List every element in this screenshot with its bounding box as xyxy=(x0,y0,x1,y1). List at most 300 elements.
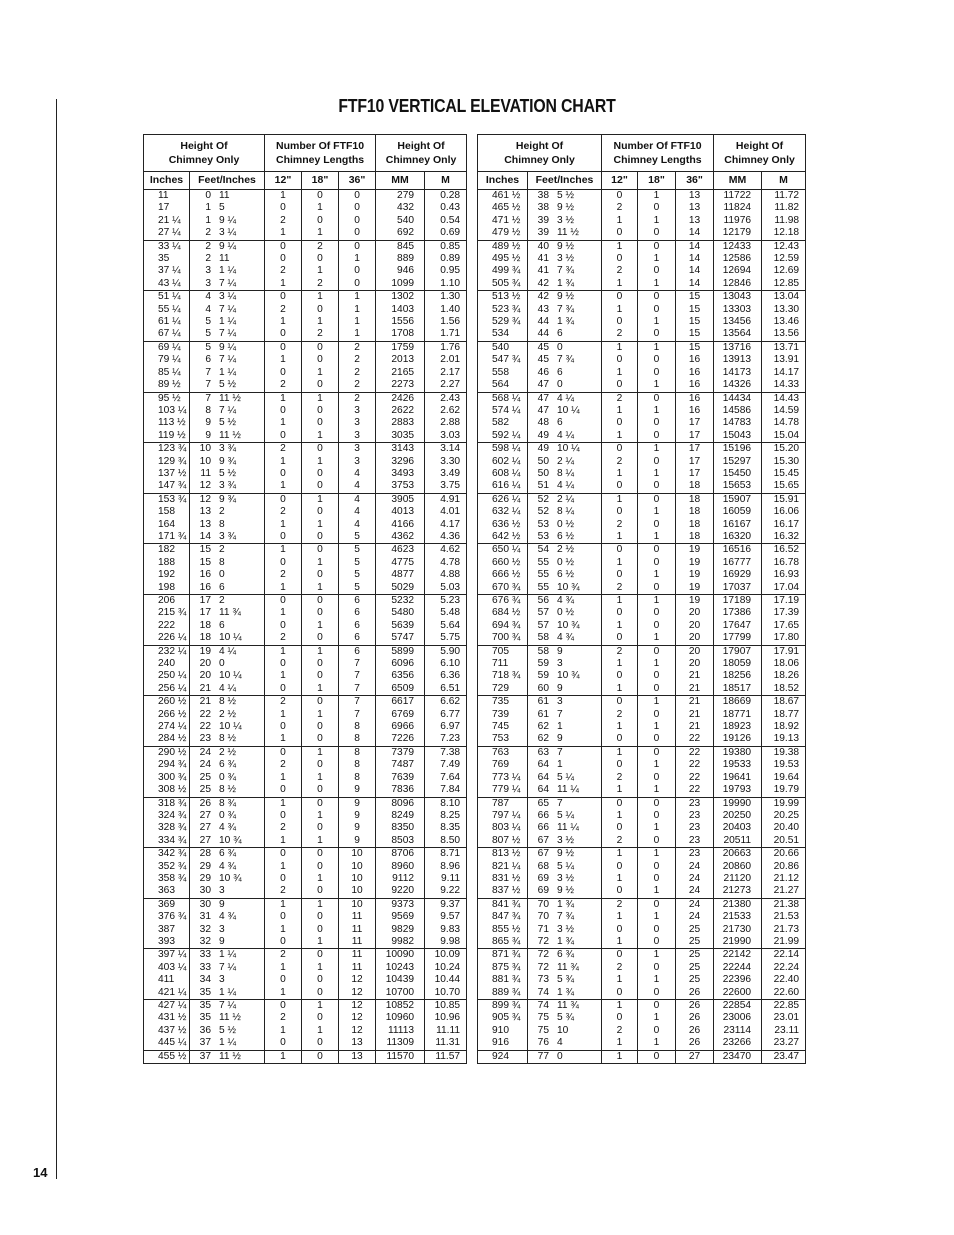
cell-12in: 0 xyxy=(602,1012,638,1024)
cell-feet: 70 xyxy=(537,911,549,923)
cell-feet-inches xyxy=(528,1000,602,1013)
cell-inches: 324 ¾ xyxy=(144,810,190,822)
table-row xyxy=(144,582,467,595)
cell-mm: 2013 xyxy=(376,354,425,366)
cell-36in: 17 xyxy=(676,417,714,429)
cell-inch-part: 10 ¼ xyxy=(557,443,580,455)
cell-12in: 2 xyxy=(602,772,638,784)
cell-12in: 2 xyxy=(602,835,638,848)
cell-feet-inches xyxy=(528,962,602,974)
cell-inch-part: 11 ¾ xyxy=(557,1000,579,1011)
cell-18in: 0 xyxy=(302,379,339,392)
cell-feet: 13 xyxy=(199,518,211,530)
table-row xyxy=(478,683,806,696)
cell-36in: 8 xyxy=(339,721,376,733)
cell-m: 13.91 xyxy=(762,354,806,366)
cell-inch-part: 3 xyxy=(219,974,225,986)
cell-36in: 6 xyxy=(339,620,376,632)
cell-inches: 300 ¾ xyxy=(144,772,190,784)
cell-feet: 12 xyxy=(199,480,211,492)
cell-feet: 25 xyxy=(199,784,211,796)
cell-36in: 20 xyxy=(676,620,714,632)
header-m: M xyxy=(762,172,806,190)
cell-inches: 773 ¼ xyxy=(478,772,528,784)
cell-m: 8.10 xyxy=(425,797,467,810)
cell-m: 12.18 xyxy=(762,227,806,240)
cell-m: 5.48 xyxy=(425,607,467,619)
header-36in: 36" xyxy=(676,172,714,190)
cell-m: 15.04 xyxy=(762,430,806,443)
cell-mm: 4623 xyxy=(376,544,425,557)
cell-mm: 22244 xyxy=(714,962,762,974)
cell-inches: 43 ¼ xyxy=(144,278,190,291)
cell-18in: 0 xyxy=(302,924,339,936)
cell-12in: 1 xyxy=(265,607,302,619)
cell-feet-inches xyxy=(190,658,265,670)
cell-inches: 250 ¼ xyxy=(144,670,190,682)
cell-feet: 35 xyxy=(199,1012,211,1024)
cell-36in: 9 xyxy=(339,797,376,810)
cell-inches: 33 ¼ xyxy=(144,240,190,253)
cell-36in: 20 xyxy=(676,658,714,670)
cell-inches: 592 ¼ xyxy=(478,430,528,443)
cell-12in: 2 xyxy=(602,519,638,531)
cell-m: 1.76 xyxy=(425,341,467,354)
cell-36in: 15 xyxy=(676,291,714,304)
cell-36in: 3 xyxy=(339,405,376,417)
cell-inch-part: 3 ¾ xyxy=(219,443,236,455)
cell-feet-inches xyxy=(190,848,265,861)
cell-18in: 0 xyxy=(302,253,339,265)
cell-mm: 5029 xyxy=(376,582,425,595)
cell-36in: 18 xyxy=(676,480,714,493)
cell-18in: 1 xyxy=(638,822,676,834)
cell-mm: 11309 xyxy=(376,1037,425,1050)
table-row xyxy=(478,480,806,493)
cell-inches: 821 ¼ xyxy=(478,861,528,873)
cell-feet-inches xyxy=(528,1012,602,1024)
table-row xyxy=(478,709,806,721)
cell-inch-part: 4 ¼ xyxy=(557,480,574,492)
cell-feet: 29 xyxy=(199,872,211,884)
cell-12in: 1 xyxy=(602,810,638,822)
cell-inch-part: 9 ½ xyxy=(557,885,574,897)
cell-m: 3.30 xyxy=(425,456,467,468)
cell-feet: 20 xyxy=(199,670,211,682)
cell-m: 19.99 xyxy=(762,797,806,810)
cell-feet: 42 xyxy=(537,291,549,303)
cell-12in: 0 xyxy=(602,733,638,746)
cell-36in: 12 xyxy=(339,974,376,986)
cell-12in: 0 xyxy=(602,670,638,682)
cell-18in: 1 xyxy=(638,885,676,898)
cell-inch-part: 0 ¾ xyxy=(219,809,236,821)
cell-inches: 889 ¾ xyxy=(478,987,528,1000)
cell-36in: 0 xyxy=(339,227,376,240)
cell-mm: 13303 xyxy=(714,304,762,316)
cell-feet-inches xyxy=(528,392,602,405)
cell-mm: 22142 xyxy=(714,949,762,962)
cell-inches: 147 ¾ xyxy=(144,480,190,493)
cell-feet-inches xyxy=(528,493,602,506)
cell-feet-inches xyxy=(190,1037,265,1050)
cell-18in: 0 xyxy=(638,873,676,885)
cell-12in: 0 xyxy=(265,595,302,608)
cell-12in: 0 xyxy=(265,367,302,379)
cell-mm: 3493 xyxy=(376,468,425,480)
table-row xyxy=(478,772,806,784)
cell-18in: 0 xyxy=(302,304,339,316)
cell-18in: 0 xyxy=(302,215,339,227)
cell-mm: 14434 xyxy=(714,392,762,405)
cell-12in: 1 xyxy=(602,1050,638,1063)
cell-inches: 499 ¾ xyxy=(478,265,528,277)
cell-inches: 797 ¼ xyxy=(478,810,528,822)
cell-feet: 74 xyxy=(537,986,549,998)
cell-18in: 2 xyxy=(302,328,339,341)
cell-inch-part: 7 ¼ xyxy=(219,404,236,416)
cell-inch-part: 9 xyxy=(557,733,563,745)
cell-feet-inches xyxy=(528,670,602,682)
cell-feet-inches xyxy=(528,253,602,265)
cell-36in: 14 xyxy=(676,278,714,291)
table-row xyxy=(478,746,806,759)
cell-feet: 21 xyxy=(199,682,211,694)
cell-feet-inches xyxy=(190,493,265,506)
cell-12in: 1 xyxy=(265,709,302,721)
cell-18in: 0 xyxy=(302,848,339,861)
cell-feet: 47 xyxy=(537,379,549,391)
cell-mm: 10960 xyxy=(376,1012,425,1024)
cell-12in: 0 xyxy=(602,379,638,392)
cell-inch-part: 2 ½ xyxy=(219,708,236,720)
cell-12in: 0 xyxy=(265,721,302,733)
cell-feet-inches xyxy=(528,354,602,366)
cell-inch-part: 1 ¼ xyxy=(219,366,236,378)
cell-inches: 240 xyxy=(144,658,190,670)
cell-36in: 17 xyxy=(676,443,714,456)
cell-m: 16.17 xyxy=(762,519,806,531)
cell-18in: 2 xyxy=(302,278,339,291)
cell-36in: 1 xyxy=(339,291,376,304)
header-36in: 36" xyxy=(339,172,376,190)
cell-inches: 807 ½ xyxy=(478,835,528,848)
cell-18in: 0 xyxy=(302,861,339,873)
cell-inch-part: 2 xyxy=(219,544,225,556)
cell-36in: 26 xyxy=(676,1037,714,1050)
cell-12in: 1 xyxy=(602,595,638,608)
cell-inches: 598 ¼ xyxy=(478,443,528,456)
cell-12in: 1 xyxy=(602,493,638,506)
cell-inch-part: 3 ¾ xyxy=(219,480,236,492)
cell-inch-part: 8 ¼ xyxy=(557,506,574,518)
cell-feet-inches xyxy=(528,1025,602,1037)
cell-m: 20.40 xyxy=(762,822,806,834)
cell-feet-inches xyxy=(190,822,265,834)
cell-feet: 69 xyxy=(537,872,549,884)
table-row xyxy=(144,949,467,962)
cell-mm: 22854 xyxy=(714,1000,762,1013)
cell-inch-part: 1 ¼ xyxy=(219,1037,236,1049)
table-row xyxy=(144,721,467,733)
cell-12in: 0 xyxy=(602,291,638,304)
cell-m: 16.32 xyxy=(762,531,806,544)
cell-18in: 0 xyxy=(638,607,676,619)
cell-feet: 62 xyxy=(537,721,549,733)
cell-feet: 54 xyxy=(537,544,549,556)
cell-inches: 769 xyxy=(478,759,528,771)
cell-mm: 16167 xyxy=(714,519,762,531)
cell-18in: 0 xyxy=(302,797,339,810)
cell-36in: 16 xyxy=(676,367,714,379)
cell-m: 1.10 xyxy=(425,278,467,291)
cell-mm: 17647 xyxy=(714,620,762,632)
cell-feet: 57 xyxy=(537,607,549,619)
cell-36in: 10 xyxy=(339,848,376,861)
cell-inch-part: 2 ½ xyxy=(219,746,236,758)
cell-m: 2.43 xyxy=(425,392,467,405)
cell-12in: 0 xyxy=(265,746,302,759)
cell-inch-part: 7 ¾ xyxy=(557,265,574,277)
cell-feet-inches xyxy=(528,215,602,227)
table-row xyxy=(478,822,806,834)
cell-m: 10.09 xyxy=(425,949,467,962)
cell-12in: 1 xyxy=(265,1050,302,1063)
cell-18in: 1 xyxy=(302,265,339,277)
cell-feet: 15 xyxy=(199,556,211,568)
cell-18in: 1 xyxy=(638,974,676,986)
cell-inch-part: 6 ¾ xyxy=(557,949,574,961)
cell-feet-inches xyxy=(190,962,265,974)
cell-18in: 0 xyxy=(638,645,676,658)
cell-36in: 9 xyxy=(339,810,376,822)
cell-36in: 0 xyxy=(339,278,376,291)
cell-mm: 11570 xyxy=(376,1050,425,1063)
table-row xyxy=(144,620,467,632)
cell-inch-part: 5 ½ xyxy=(219,1024,236,1036)
cell-inch-part: 9 ½ xyxy=(557,848,574,860)
cell-feet-inches xyxy=(190,240,265,253)
cell-inch-part: 5 ½ xyxy=(219,379,236,391)
table-row xyxy=(144,885,467,898)
cell-36in: 2 xyxy=(339,392,376,405)
table-row xyxy=(144,316,467,328)
table-row xyxy=(478,810,806,822)
cell-18in: 1 xyxy=(638,759,676,771)
cell-mm: 4166 xyxy=(376,519,425,531)
header-feet-inches: Feet/Inches xyxy=(528,172,602,190)
cell-feet-inches xyxy=(190,898,265,911)
cell-mm: 21120 xyxy=(714,873,762,885)
cell-mm: 12433 xyxy=(714,240,762,253)
cell-m: 18.92 xyxy=(762,721,806,733)
cell-feet-inches xyxy=(528,443,602,456)
cell-m: 18.26 xyxy=(762,670,806,682)
cell-feet: 11 xyxy=(200,467,211,479)
cell-36in: 13 xyxy=(676,190,714,203)
table-row xyxy=(478,544,806,557)
cell-18in: 0 xyxy=(302,696,339,709)
cell-12in: 0 xyxy=(265,468,302,480)
cell-12in: 2 xyxy=(265,265,302,277)
cell-inches: 85 ¼ xyxy=(144,367,190,379)
cell-m: 9.11 xyxy=(425,873,467,885)
cell-12in: 2 xyxy=(265,569,302,581)
cell-feet: 16 xyxy=(199,581,211,593)
cell-36in: 12 xyxy=(339,1012,376,1024)
cell-12in: 1 xyxy=(602,240,638,253)
table-row xyxy=(478,316,806,328)
cell-36in: 6 xyxy=(339,607,376,619)
cell-mm: 1403 xyxy=(376,304,425,316)
cell-feet: 38 xyxy=(537,190,549,201)
cell-feet-inches xyxy=(190,974,265,986)
cell-18in: 0 xyxy=(638,810,676,822)
cell-feet: 71 xyxy=(537,923,549,935)
cell-18in: 0 xyxy=(638,430,676,443)
cell-mm: 3143 xyxy=(376,443,425,456)
cell-feet: 5 xyxy=(205,328,211,340)
cell-mm: 17799 xyxy=(714,632,762,645)
cell-36in: 20 xyxy=(676,607,714,619)
cell-inch-part: 4 xyxy=(557,1037,563,1049)
table-row xyxy=(478,848,806,861)
cell-12in: 2 xyxy=(602,328,638,341)
cell-mm: 692 xyxy=(376,227,425,240)
cell-18in: 0 xyxy=(638,304,676,316)
table-row xyxy=(144,797,467,810)
table-row xyxy=(478,670,806,682)
cell-feet: 45 xyxy=(537,354,549,366)
cell-inches: 79 ¼ xyxy=(144,354,190,366)
cell-18in: 1 xyxy=(638,278,676,291)
cell-18in: 1 xyxy=(638,632,676,645)
cell-mm: 845 xyxy=(376,240,425,253)
cell-inches: 495 ½ xyxy=(478,253,528,265)
cell-mm: 13913 xyxy=(714,354,762,366)
cell-feet-inches xyxy=(190,480,265,493)
cell-m: 20.66 xyxy=(762,848,806,861)
cell-feet-inches xyxy=(528,772,602,784)
cell-feet: 37 xyxy=(199,1037,211,1049)
cell-mm: 19380 xyxy=(714,746,762,759)
cell-feet: 7 xyxy=(205,379,211,391)
cell-feet: 65 xyxy=(537,797,549,809)
cell-18in: 0 xyxy=(638,544,676,557)
cell-18in: 1 xyxy=(302,202,339,214)
cell-12in: 1 xyxy=(602,873,638,885)
cell-12in: 0 xyxy=(265,1037,302,1050)
cell-inch-part: 1 ¼ xyxy=(219,316,236,328)
cell-inches: 745 xyxy=(478,721,528,733)
cell-mm: 13043 xyxy=(714,291,762,304)
cell-m: 0.89 xyxy=(425,253,467,265)
cell-feet: 2 xyxy=(205,227,211,239)
cell-feet: 18 xyxy=(199,619,211,631)
cell-12in: 1 xyxy=(265,278,302,291)
table-row xyxy=(478,417,806,429)
cell-feet: 24 xyxy=(199,759,211,771)
table-row xyxy=(144,392,467,405)
table-row xyxy=(478,885,806,898)
cell-m: 6.97 xyxy=(425,721,467,733)
cell-12in: 0 xyxy=(602,190,638,203)
cell-inch-part: 1 ¼ xyxy=(219,949,236,961)
cell-feet-inches xyxy=(190,772,265,784)
cell-36in: 12 xyxy=(339,1025,376,1037)
cell-feet-inches xyxy=(528,316,602,328)
cell-36in: 26 xyxy=(676,1012,714,1024)
cell-feet: 20 xyxy=(199,658,211,670)
cell-m: 10.70 xyxy=(425,987,467,1000)
cell-inches: 684 ½ xyxy=(478,607,528,619)
cell-mm: 16059 xyxy=(714,506,762,518)
cell-feet: 50 xyxy=(537,455,549,467)
cell-feet: 17 xyxy=(199,607,211,619)
cell-inches: 55 ¼ xyxy=(144,304,190,316)
cell-mm: 9829 xyxy=(376,924,425,936)
cell-18in: 0 xyxy=(302,885,339,898)
cell-inch-part: 5 ½ xyxy=(219,417,236,429)
cell-inch-part: 11 ¾ xyxy=(557,961,579,973)
cell-inches: 568 ¼ xyxy=(478,392,528,405)
cell-inches: 924 xyxy=(478,1050,528,1063)
cell-feet: 76 xyxy=(537,1037,549,1049)
cell-mm: 17189 xyxy=(714,595,762,608)
cell-inches: 513 ½ xyxy=(478,291,528,304)
cell-36in: 24 xyxy=(676,861,714,873)
cell-36in: 4 xyxy=(339,468,376,480)
cell-inches: 602 ¼ xyxy=(478,456,528,468)
cell-inches: 916 xyxy=(478,1037,528,1050)
cell-m: 9.37 xyxy=(425,898,467,911)
cell-m: 8.71 xyxy=(425,848,467,861)
cell-inch-part: 1 ¾ xyxy=(557,986,574,998)
table-row xyxy=(478,405,806,417)
cell-inches: 153 ¾ xyxy=(144,493,190,506)
cell-m: 7.23 xyxy=(425,733,467,746)
cell-feet-inches xyxy=(190,1050,265,1063)
cell-inch-part: 7 ¼ xyxy=(219,961,236,973)
cell-12in: 0 xyxy=(602,607,638,619)
cell-inches: 455 ½ xyxy=(144,1050,190,1063)
cell-feet: 57 xyxy=(537,619,549,631)
cell-inch-part: 9 ½ xyxy=(557,202,574,214)
cell-36in: 7 xyxy=(339,670,376,682)
table-row xyxy=(478,569,806,581)
cell-inches: 753 xyxy=(478,733,528,746)
page-title: FTF10 VERTICAL ELEVATION CHART xyxy=(338,96,616,116)
cell-feet: 23 xyxy=(199,733,211,745)
cell-m: 20.25 xyxy=(762,810,806,822)
cell-m: 21.38 xyxy=(762,898,806,911)
cell-feet: 1 xyxy=(205,214,211,226)
cell-inches: 192 xyxy=(144,569,190,581)
cell-inches: 875 ¾ xyxy=(478,962,528,974)
table-row xyxy=(478,962,806,974)
cell-mm: 14783 xyxy=(714,417,762,429)
cell-inches: 226 ¼ xyxy=(144,632,190,645)
cell-feet-inches xyxy=(190,987,265,1000)
cell-36in: 16 xyxy=(676,405,714,417)
cell-feet: 2 xyxy=(205,253,211,265)
cell-18in: 1 xyxy=(638,721,676,733)
cell-feet: 64 xyxy=(537,771,549,783)
cell-mm: 16929 xyxy=(714,569,762,581)
cell-feet-inches xyxy=(190,531,265,544)
cell-inch-part: 11 ¼ xyxy=(557,822,579,834)
cell-inch-part: 10 ¼ xyxy=(219,632,242,644)
